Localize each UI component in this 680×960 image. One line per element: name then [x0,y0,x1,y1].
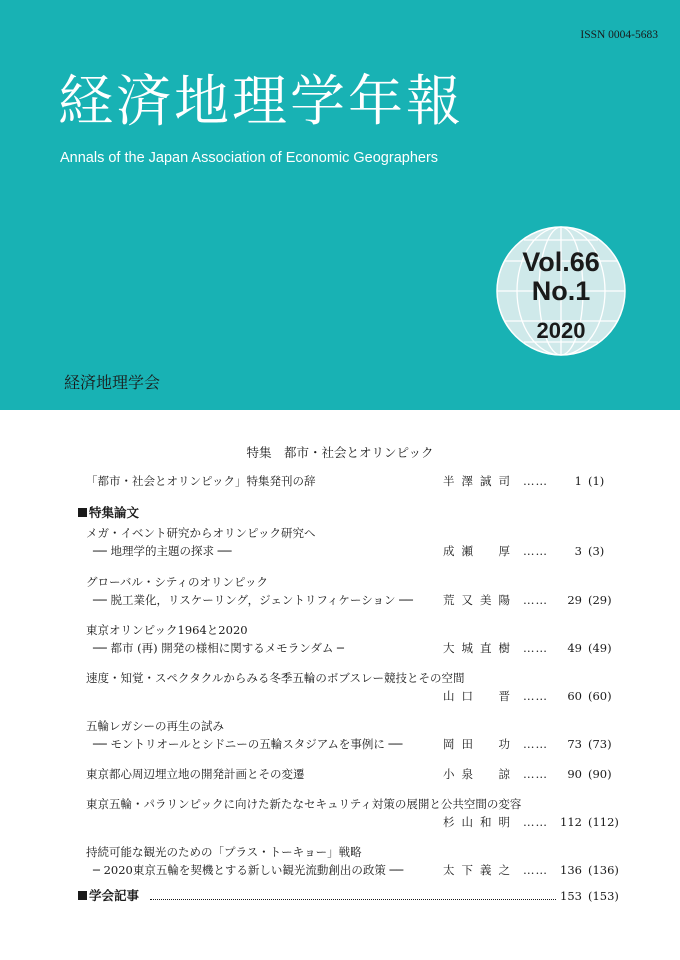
toc-society-news-page-paren: (153) [588,889,619,903]
toc-article-page-paren: (60) [588,689,612,703]
toc-article-dots: …… [523,641,548,655]
toc-article-author: 小泉 諒 [443,767,517,781]
toc-article-title-row [0,574,680,590]
square-bullet-icon [78,508,87,517]
toc-article-dots: …… [523,815,548,829]
publisher-name: 経済地理学会 [64,373,161,392]
toc-article-author: 岡田 功 [443,737,517,751]
toc-article-author: 荒又美陽 [443,593,517,607]
volume-number-label [495,248,627,306]
toc-intro-page-paren: (1) [588,474,605,488]
toc-article-page-paren: (29) [588,593,612,607]
toc-article-page: 29 [567,593,582,607]
toc-article-dots: …… [523,593,548,607]
toc-article-detail-row [0,814,680,830]
toc-intro-author: 半澤誠司 [443,474,517,488]
journal-title: 経済地理学年報 [58,69,465,133]
toc-article-page: 3 [574,544,582,558]
toc-article-dots: …… [523,544,548,558]
toc-article-subtitle: ─ 2020東京五輪を契機とする新しい観光流動創出の政策 ── [93,863,404,877]
toc-article-page: 90 [567,767,582,781]
toc-article-detail-row [0,862,680,878]
toc-intro-dots: …… [523,474,548,488]
toc-article-title: 持続可能な観光のための「プラス・トーキョー」戦略 [86,845,362,859]
toc-article-row [0,766,680,782]
table-of-contents [0,410,680,960]
toc-article-dots: …… [523,863,548,877]
toc-article-title-row [0,796,680,812]
special-issue-title: 特集 都市・社会とオリンピック [246,445,434,460]
toc-article-detail-row [0,688,680,704]
toc-article-detail-row [0,592,680,608]
toc-society-news-row [0,888,680,908]
toc-article-page-paren: (49) [588,641,612,655]
toc-article-dots: …… [523,689,548,703]
toc-article-dots: …… [523,737,548,751]
toc-article-page: 49 [567,641,582,655]
toc-article-author: 太下義之 [443,863,517,877]
journal-subtitle: Annals of the Japan Association of Economic Geographers [60,150,439,166]
toc-article-page: 112 [560,815,582,829]
section-label: 学会記事 [89,888,140,903]
toc-article-author: 杉山和明 [443,815,517,829]
toc-intro-title: 「都市・社会とオリンピック」特集発刊の辞 [86,474,316,488]
toc-article-title: 速度・知覚・スペクタクルからみる冬季五輪のボブスレー競技とその空間 [86,671,465,685]
volume-label: Vol.66 [522,247,600,277]
toc-article-detail-row [0,640,680,656]
toc-article-dots: …… [523,767,548,781]
toc-article-title-row [0,670,680,686]
toc-article-page-paren: (90) [588,767,612,781]
toc-article-author: 山口 晋 [443,689,517,703]
toc-article-title-row [0,525,680,541]
toc-intro-row [0,473,680,489]
toc-intro-page: 1 [574,474,582,488]
square-bullet-icon [78,891,87,900]
toc-article-title: 東京オリンピック1964と2020 [86,623,248,637]
toc-article-page-paren: (136) [588,863,619,877]
toc-article-title: グローバル・シティのオリンピック [86,575,269,589]
section-label: 特集論文 [89,505,140,520]
toc-article-title: メガ・イベント研究からオリンピック研究へ [86,526,316,540]
toc-article-title: 東京都心周辺埋立地の開発計画とその変遷 [86,767,305,781]
toc-article-title-row [0,718,680,734]
issn: ISSN 0004-5683 [580,29,658,41]
section-heading-society-news [78,888,139,904]
toc-article-title: 東京五輪・パラリンピックに向けた新たなセキュリティ対策の展開と公共空間の変容 [86,797,522,811]
toc-article-detail-row [0,543,680,559]
toc-article-page: 60 [567,689,582,703]
toc-article-subtitle: ── 地理学的主題の探求 ── [93,544,232,558]
toc-article-title-row [0,844,680,860]
cover-band [0,0,680,410]
section-heading-articles [78,503,139,521]
toc-article-title-row [0,622,680,638]
toc-article-subtitle: ── モントリオールとシドニーの五輪スタジアムを事例に ── [93,737,403,751]
toc-article-title: 五輪レガシーの再生の試み [86,719,224,733]
toc-article-page: 73 [567,737,582,751]
toc-article-page-paren: (3) [588,544,605,558]
toc-article-author: 大城直樹 [443,641,517,655]
toc-article-subtitle: ── 脱工業化，リスケーリング，ジェントリフィケーション ── [93,593,413,607]
toc-article-page: 136 [560,863,582,877]
issue-number-label: No.1 [531,276,591,306]
year-label: 2020 [536,318,586,343]
toc-article-detail-row [0,736,680,752]
toc-article-author: 成瀬 厚 [443,544,517,558]
toc-article-page-paren: (73) [588,737,612,751]
toc-article-subtitle: ── 都市 (再) 開発の様相に関するメモランダム ─ [93,641,344,655]
toc-article-page-paren: (112) [588,815,619,829]
toc-society-news-page: 153 [560,889,582,903]
dot-leader [150,899,556,900]
